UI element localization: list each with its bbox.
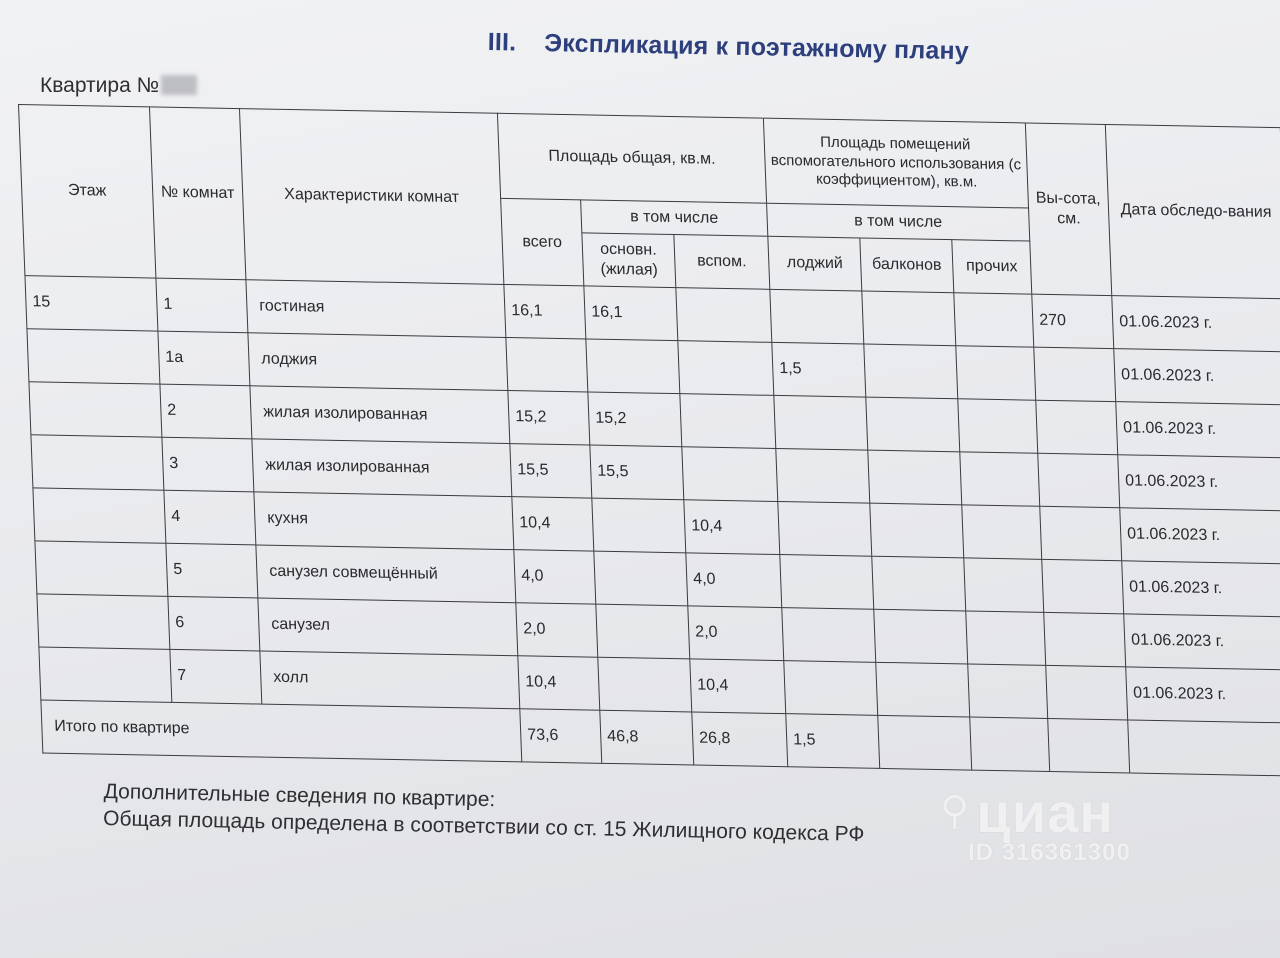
cell-balcony [864,344,958,399]
cell-loggia [776,448,870,503]
cell-total: 15,5 [510,444,592,499]
totals-other [970,717,1050,771]
watermark-logo: циан [976,781,1115,844]
cell-no: 2 [160,384,252,439]
cell-aux [676,288,772,343]
cell-height: 270 [1032,294,1114,349]
cell-main [592,498,686,553]
cell-floor [39,647,172,702]
cell-height [1046,665,1128,720]
apartment-label [40,74,197,98]
cell-main: 16,1 [584,286,678,341]
cell-date: 01.06.2023 г. [1116,402,1280,458]
header-aux-area-group: Площадь помещений вспомогательного использования (с коэффициентом), кв.м. [763,118,1028,208]
cell-floor [33,488,166,543]
cell-floor [37,594,170,649]
cell-no: 1а [158,331,250,386]
redacted-apartment-number [161,75,197,95]
cell-no: 5 [166,543,258,598]
document-title [487,28,969,66]
cell-name: гостиная [246,280,506,338]
cell-date: 01.06.2023 г. [1112,296,1280,352]
cell-aux [682,447,778,502]
header-main-living: основн. (жилая) [582,233,676,288]
apartment-label-text: Квартира № [40,74,160,97]
totals-loggia: 1,5 [786,714,880,769]
cell-height [1040,506,1122,561]
cell-name: холл [260,651,520,709]
cell-total: 4,0 [514,550,596,605]
cell-loggia: 1,5 [772,342,866,397]
header-balcony: балконов [860,238,954,293]
cell-height [1042,559,1124,614]
cell-name: санузел совмещённый [256,545,516,603]
cell-total: 10,4 [518,656,600,711]
explication-table-wrapper [18,104,1280,777]
cell-name: жилая изолированная [252,439,512,497]
cell-balcony [868,450,962,505]
cell-no: 7 [170,649,262,704]
cell-no: 6 [168,596,260,651]
cell-height [1034,347,1116,402]
cell-floor [27,329,160,384]
cell-date: 01.06.2023 г. [1120,508,1280,564]
cell-main [596,604,690,659]
header-survey-date: Дата обследо-вания [1105,124,1280,298]
totals-aux: 26,8 [692,712,788,767]
title-text: Экспликация к поэтажному плану [544,29,970,66]
cell-height [1036,400,1118,455]
cell-aux: 2,0 [688,606,784,661]
cell-balcony [874,609,968,664]
cell-balcony [862,291,956,346]
cell-no: 4 [164,490,256,545]
cell-total: 15,2 [508,391,590,446]
totals-balcony [878,715,972,770]
header-total: всего [501,198,584,286]
cell-no: 3 [162,437,254,492]
totals-label: Итого по квартире [41,700,522,762]
cell-other [964,558,1044,612]
header-other: прочих [952,240,1032,294]
cian-watermark [940,780,1131,867]
cell-aux [680,394,776,449]
cell-main [586,339,680,394]
cell-total: 16,1 [504,284,586,339]
cell-balcony [872,556,966,611]
cell-balcony [876,662,970,717]
cell-date: 01.06.2023 г. [1126,667,1280,723]
additional-notes [103,778,865,848]
header-including-1: в том числе [581,200,768,236]
cell-floor [35,541,168,596]
watermark-id: ID 316361300 [968,839,1131,866]
cell-height [1044,612,1126,667]
cell-no: 1 [156,278,248,333]
cell-floor: 15 [25,276,158,331]
totals-date [1128,720,1280,776]
totals-total: 73,6 [520,709,602,764]
cell-date: 01.06.2023 г. [1118,455,1280,511]
title-roman-numeral: III. [487,28,517,57]
cell-total [506,337,588,392]
header-room-number: № комнат [149,107,245,280]
cell-floor [29,382,162,437]
cell-loggia [778,501,872,556]
header-floor: Этаж [19,105,156,279]
cell-main [594,551,688,606]
header-loggia: лоджий [768,236,862,291]
totals-main: 46,8 [600,710,694,765]
cell-main [598,657,692,712]
cell-aux: 10,4 [684,500,780,555]
cell-balcony [866,397,960,452]
cell-name: кухня [254,492,514,550]
cell-floor [31,435,164,490]
cell-loggia [784,661,878,716]
header-aux: вспом. [674,235,770,290]
cell-height [1038,453,1120,508]
cell-other [954,293,1034,347]
cell-loggia [774,395,868,450]
cell-name: лоджия [248,333,508,391]
cell-main: 15,2 [588,392,682,447]
cell-loggia [780,555,874,610]
cell-date: 01.06.2023 г. [1122,561,1280,617]
cell-total: 10,4 [512,497,594,552]
cell-other [956,346,1036,400]
cell-loggia [782,608,876,663]
cell-other [966,611,1046,665]
cell-other [958,399,1038,453]
totals-height [1048,718,1130,773]
notes-line-2: Общая площадь определена в соответствии со ст. 15 Жилищного кодекса РФ [102,806,865,846]
cell-balcony [870,503,964,558]
cell-name: санузел [258,598,518,656]
cell-name: жилая изолированная [250,386,510,444]
cell-main: 15,5 [590,445,684,500]
cell-date: 01.06.2023 г. [1124,614,1280,670]
header-room-characteristics: Характеристики комнат [239,109,503,285]
header-row-1 [19,105,1280,213]
header-including-2: в том числе [767,203,1030,241]
header-total-area-group: Площадь общая, кв.м. [497,113,766,203]
cell-date: 01.06.2023 г. [1114,349,1280,405]
cell-loggia [770,289,864,344]
location-pin-icon: ⚲ [940,789,971,833]
table-body [25,276,1280,723]
cell-aux: 4,0 [686,553,782,608]
header-height: Вы-сота, см. [1025,123,1111,296]
notes-line-1: Дополнительные сведения по квартире: [103,779,496,812]
explication-table [18,104,1280,777]
cell-other [960,452,1040,506]
cell-other [968,664,1048,718]
cell-aux: 10,4 [690,659,786,714]
cell-aux [678,341,774,396]
cell-total: 2,0 [516,603,598,658]
cell-other [962,505,1042,559]
